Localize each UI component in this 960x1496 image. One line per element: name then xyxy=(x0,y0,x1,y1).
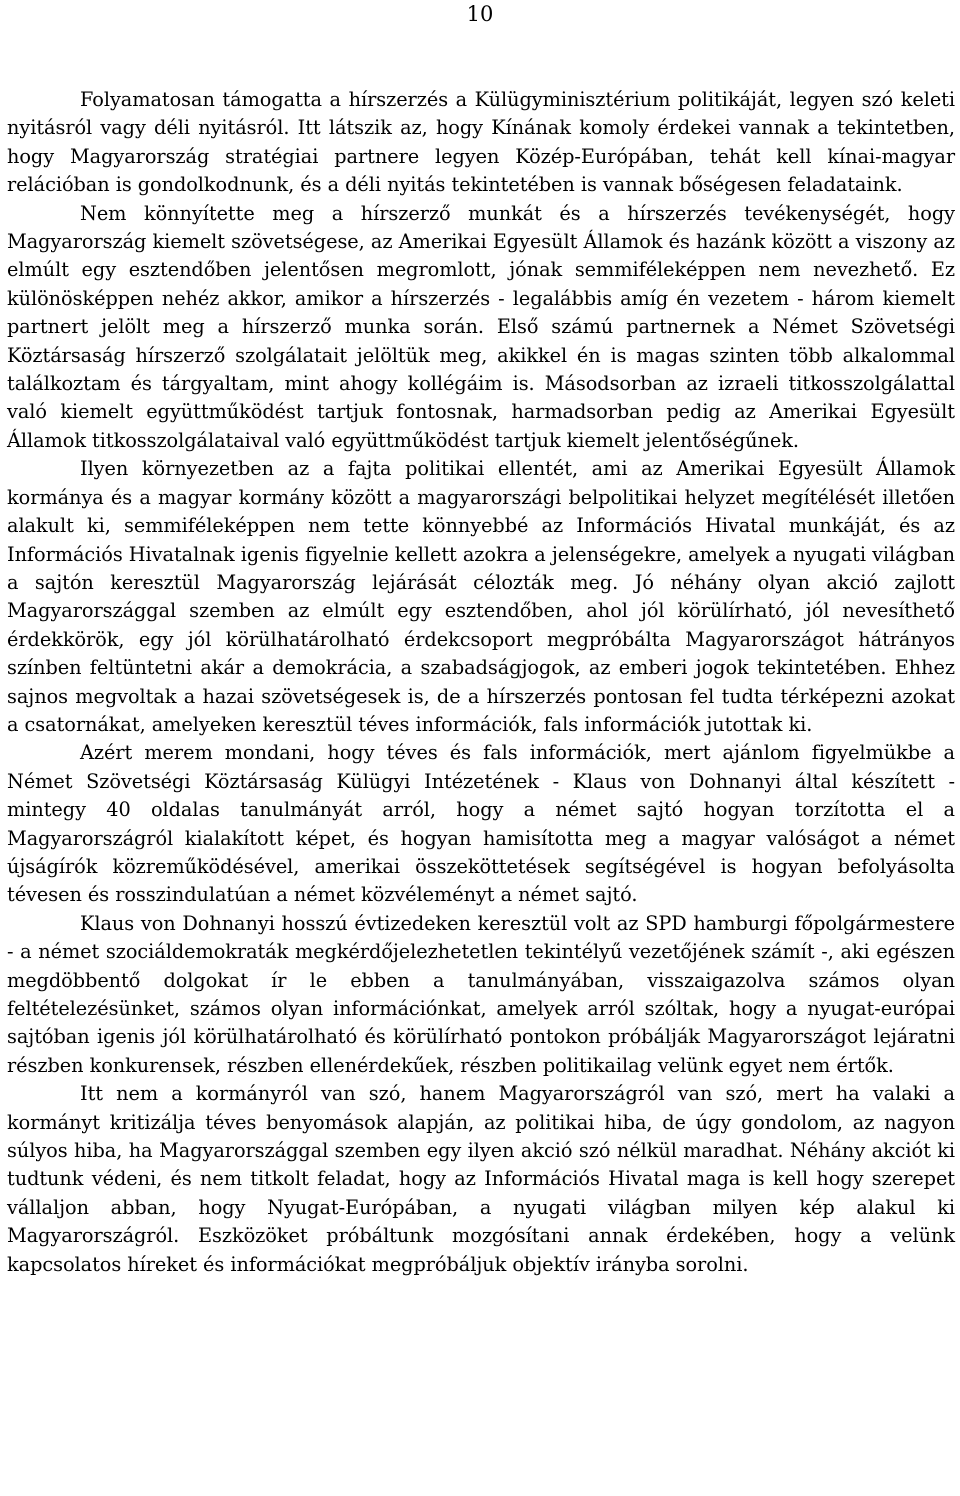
paragraph: Azért merem mondani, hogy téves és fals információk, mert ajánlom figyelmükbe a Német Szövetségi Köztársaság Külügyi Intézetének - Klaus von Dohnanyi által készített - mintegy 40 oldalas tanulmányát arról, hogy a német sajtó hogyan torzította el a Magyarországról kialakított képet, és hogyan hamisította meg a magyar valóságot a német újságírók közreműködésével, amerikai összeköttetések segítségével is hogyan befolyásolta tévesen és rosszindulatúan a német közvéleményt a német sajtó. xyxy=(7,741,955,907)
paragraph: Ilyen környezetben az a fajta politikai ellentét, ami az Amerikai Egyesült Államok kormánya és a magyar kormány között a magyarországi belpolitikai helyzet megítélését illetően alakult ki, semmiféleképpen nem tette könnyebbé az Információs Hivatal munkáját, és az Információs Hivatalnak igenis figyelnie kellett azokra a jelenségekre, amelyek a nyugati világban a sajtón keresztül Magyarország lejárását célozták meg. Jó néhány olyan akció zajlott Magyarországgal szemben az elmúlt egy esztendőben, ahol jól körülírható, jól nevesíthető érdekkörök, egy jól körülhatárolható érdekcsoport megpróbálta Magyarországot hátrányos színben feltüntetni akár a demokrácia, a szabadságjogok, az emberi jogok tekintetében. Ehhez sajnos megvoltak a hazai szövetségesek is, de a hírszerzés pontosan fel tudta térképezni azokat a csatornákat, amelyeken keresztül téves információk, fals információk jutottak ki. xyxy=(7,457,955,736)
paragraph: Klaus von Dohnanyi hosszú évtizedeken keresztül volt az SPD hamburgi főpolgármestere - a német szociáldemokraták megkérdőjelezhetetlen tekintélyű vezetőjének számít -, aki egészen megdöbbentő dolgokat ír le ebben a tanulmányában, visszaigazolva számos olyan feltételezésünket, számos olyan információnkat, amelyek arról szóltak, hogy a nyugat-európai sajtóban igenis jól körülhatárolható és körülírható pontokon próbálják Magyarországot lejáratni részben konkurensek, részben ellenérdekűek, részben politikailag velünk egyet nem értők. xyxy=(7,911,955,1077)
paragraph: Itt nem a kormányról van szó, hanem Magyarországról van szó, mert ha valaki a kormányt kritizálja téves benyomások alapján, az politikai hiba, de úgy gondolom, az nagyon súlyos hiba, ha Magyarországgal szemben egy ilyen akció szó nélkül maradhat. Néhány akciót ki tudtunk védeni, és nem titkolt feladat, hogy az Információs Hivatal maga is kell hogy szerepet vállaljon abban, hogy Nyugat-Európában, a nyugati világban milyen kép alakul ki Magyarországról. Eszközöket próbáltunk mozgósítani annak érdekében, hogy a velünk kapcsolatos híreket és információkat megpróbáljuk objektív irányba sorolni. xyxy=(7,1082,955,1276)
paragraph: Nem könnyítette meg a hírszerző munkát és a hírszerzés tevékenységét, hogy Magyarország kiemelt szövetségese, az Amerikai Egyesült Államok és hazánk között a viszony az elmúlt egy esztendőben jelentősen megromlott, jónak semmiféleképpen nem nevezhető. Ez különösképpen nehéz akkor, amikor a hírszerzés - legalábbis amíg én vezetem - három kiemelt partnert jelölt meg a hírszerző munka során. Első számú partnernek a Német Szövetségi Köztársaság hírszerző szolgálatait jelöltük meg, akikkel én is magas szinten több alkalommal találkoztam és tárgyaltam, mint ahogy kollégáim is. Másodsorban az izraeli titkosszolgálattal való kiemelt együttműködést tartjuk fontosnak, harmadsorban pedig az Amerikai Egyesült Államok titkosszolgálataival való együttműködést tartjuk kiemelt jelentőségűnek. xyxy=(7,201,955,452)
paragraph: Folyamatosan támogatta a hírszerzés a Külügyminisztérium politikáját, legyen szó keleti nyitásról vagy déli nyitásról. Itt látszik az, hogy Kínának komoly érdekei vannak a tekintetben, hogy Magyarország stratégiai partnere legyen Közép-Európában, tehát kell kínai-magyar relációban is gondolkodnunk, és a déli nyitás tekintetében is vannak bőségesen feladataink. xyxy=(7,88,955,197)
body-text xyxy=(7,86,955,1279)
page-number: 10 xyxy=(466,2,494,26)
